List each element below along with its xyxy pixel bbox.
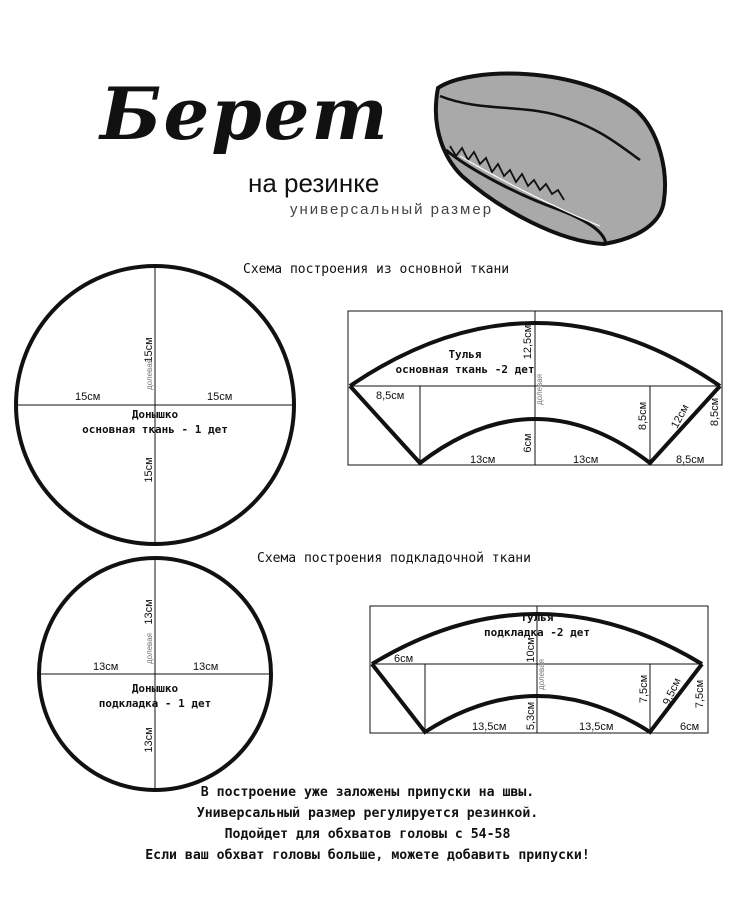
main-band-dim-bottom-corner: 8,5см (676, 454, 705, 466)
main-crown-dim-bottom: 15см (143, 457, 155, 483)
lining-crown-dim-right: 13см (193, 661, 219, 673)
lining-crown-grain: долевая (145, 633, 154, 664)
lining-crown-piece (39, 558, 271, 790)
main-band-piece (348, 311, 722, 466)
lining-band-dim-outer-right: 7,5см (694, 679, 706, 709)
lining-band-grain: долевая (537, 659, 546, 690)
lining-band-dim-bottom-corner: 6см (680, 721, 700, 733)
lining-band-dim-diagonal: 9,5см (660, 676, 684, 708)
main-section-heading: Схема построения из основной ткани (243, 262, 510, 277)
main-band-label-1: Тулья (448, 348, 482, 361)
lining-band-label-1: Тулья (520, 611, 554, 624)
main-band-label-2: основная ткань -2 дет (395, 363, 535, 376)
lining-crown-label-1: Донышко (131, 682, 179, 695)
main-crown-dim-left: 15см (75, 391, 101, 403)
lining-crown-dim-left: 13см (93, 661, 119, 673)
footer-line-2: Универсальный размер регулируется резинкой. (196, 806, 539, 821)
lining-band-piece (370, 606, 708, 733)
main-crown-grain: долевая (145, 359, 154, 390)
footer-line-3: Подойдет для обхватов головы с 54-58 (224, 827, 511, 842)
lining-band-dim-left-offset: 6см (394, 653, 414, 665)
lining-band-dim-top: 10см (525, 637, 537, 663)
main-band-dim-inner-right: 8,5см (637, 401, 649, 431)
lining-crown-label-2: подкладка - 1 дет (98, 697, 212, 710)
main-band-dim-top: 12,5см (522, 324, 534, 360)
lining-section-heading: Схема построения подкладочной ткани (257, 551, 531, 566)
main-crown-label-1: Донышко (131, 408, 179, 421)
beret-illustration-icon (436, 74, 665, 244)
main-band-dim-outer-right: 8,5см (709, 397, 721, 427)
main-band-dim-center: 6см (522, 433, 534, 453)
lining-band-dim-center: 5,3см (525, 701, 537, 731)
main-crown-dim-top: 15см (143, 337, 155, 363)
main-crown-dim-right: 15см (207, 391, 233, 403)
main-band-dim-bottom-left: 13см (470, 454, 496, 466)
main-band-dim-diagonal: 12см (669, 402, 692, 431)
footer-notes (0, 782, 735, 866)
main-band-grain: долевая (535, 374, 544, 405)
lining-crown-dim-top: 13см (143, 599, 155, 625)
lining-crown-dim-bottom: 13см (143, 727, 155, 753)
lining-band-dim-inner-right: 7,5см (638, 674, 650, 704)
main-crown-piece (16, 266, 294, 544)
size-note: универсальный размер (290, 201, 494, 218)
footer-line-1: В построение уже заложены припуски на швы. (200, 785, 535, 800)
page-title: Берет (100, 71, 390, 156)
lining-band-dim-bottom-right: 13,5см (579, 721, 614, 733)
footer-line-4: Если ваш обхват головы больше, можете добавить припуски! (145, 848, 590, 863)
page-subtitle: на резинке (248, 168, 380, 198)
main-band-dim-left-offset: 8,5см (376, 390, 405, 402)
lining-band-label-2: подкладка -2 дет (484, 626, 590, 639)
main-crown-label-2: основная ткань - 1 дет (82, 423, 228, 436)
main-band-dim-bottom-right: 13см (573, 454, 599, 466)
lining-band-dim-bottom-left: 13,5см (472, 721, 507, 733)
